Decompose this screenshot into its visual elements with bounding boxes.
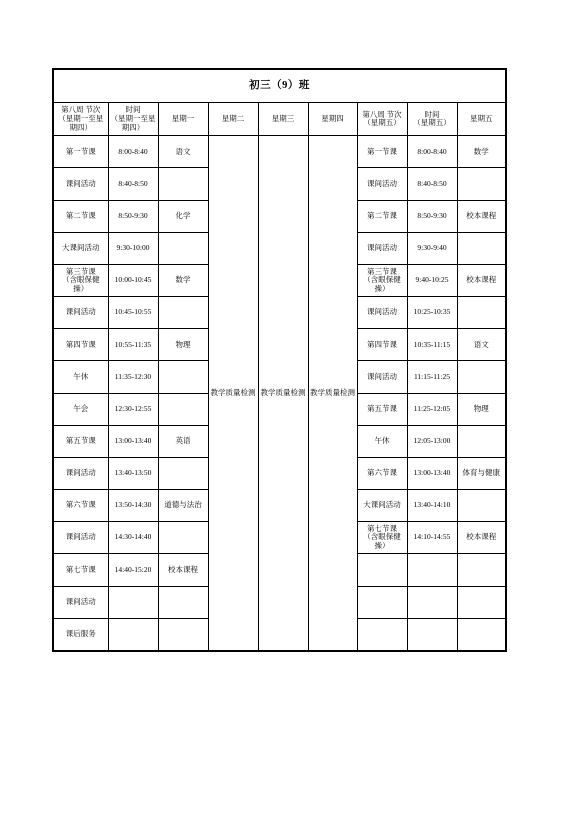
period-label: 课间活动 bbox=[65, 596, 96, 606]
friday-period-cell bbox=[357, 425, 407, 457]
friday-period-cell bbox=[357, 136, 407, 168]
friday-time-cell: 9:40-10:25 bbox=[407, 264, 457, 296]
period-label: 课后服务 bbox=[65, 629, 96, 639]
wednesday-header: 星期三 bbox=[258, 103, 308, 136]
period-note: （含眼保健操） bbox=[363, 275, 401, 293]
period-label: 第三节课 bbox=[65, 266, 96, 276]
friday-period-cell bbox=[357, 168, 407, 200]
period-label: 课间活动 bbox=[367, 307, 397, 317]
mon-thu-period-cell bbox=[53, 232, 108, 264]
period-label: 第四节课 bbox=[367, 339, 397, 349]
friday-header: 星期五 bbox=[457, 103, 506, 136]
period-label: 第五节课 bbox=[65, 436, 96, 445]
mon-thu-time-cell: 8:40-8:50 bbox=[108, 168, 158, 200]
mon-thu-time-cell: 13:40-13:50 bbox=[108, 457, 158, 489]
class-title: 初三（9）班 bbox=[53, 69, 506, 103]
period-label: 课间活动 bbox=[65, 532, 96, 542]
friday-subject-cell: 体育与健康 bbox=[457, 457, 506, 489]
friday-period-cell bbox=[357, 264, 407, 296]
friday-period-cell bbox=[357, 522, 407, 554]
monday-subject-cell bbox=[158, 457, 208, 489]
friday-time-cell: 8:50-9:30 bbox=[407, 200, 457, 232]
header-sub: （星期一至星期四） bbox=[58, 113, 104, 132]
header-label: 第八周 节次 bbox=[362, 109, 402, 119]
period-label: 第七节课 bbox=[367, 523, 397, 533]
period-label: 课间活动 bbox=[367, 178, 397, 188]
friday-period-cell bbox=[357, 393, 407, 425]
mon-thu-period-cell bbox=[53, 393, 108, 425]
period-label: 第三节课 bbox=[367, 266, 397, 276]
title-row bbox=[53, 69, 506, 103]
friday-time-cell: 9:30-9:40 bbox=[407, 232, 457, 264]
monday-subject-cell bbox=[158, 586, 208, 618]
mon-thu-time-cell: 12:30-12:55 bbox=[108, 393, 158, 425]
mon-thu-period-cell bbox=[53, 618, 108, 651]
period-label: 第一节课 bbox=[65, 146, 96, 156]
period-label: 午休 bbox=[73, 371, 89, 381]
header-sub: （星期一至星期四） bbox=[110, 113, 156, 132]
friday-period-header bbox=[357, 103, 407, 136]
mon-thu-period-cell bbox=[53, 586, 108, 618]
friday-period-cell bbox=[357, 586, 407, 618]
monday-subject-cell bbox=[158, 168, 208, 200]
period-label: 课间活动 bbox=[367, 243, 397, 253]
monday-subject-cell bbox=[158, 297, 208, 329]
friday-subject-cell bbox=[457, 425, 506, 457]
header-sub: （星期五） bbox=[413, 118, 451, 128]
period-label: 大课间活动 bbox=[363, 500, 401, 510]
friday-time-cell: 11:15-11:25 bbox=[407, 361, 457, 393]
period-label: 课间活动 bbox=[65, 178, 96, 188]
period-label: 第一节课 bbox=[367, 146, 397, 156]
period-label: 第二节课 bbox=[65, 210, 96, 220]
monday-subject-cell bbox=[158, 393, 208, 425]
header-label: 时间 bbox=[424, 109, 440, 119]
friday-time-cell: 10:25-10:35 bbox=[407, 297, 457, 329]
mon-thu-period-cell bbox=[53, 264, 108, 296]
friday-time-cell: 8:40-8:50 bbox=[407, 168, 457, 200]
period-label: 第四节课 bbox=[65, 339, 96, 349]
mon-thu-time-cell: 8:50-9:30 bbox=[108, 200, 158, 232]
monday-subject-cell: 物理 bbox=[158, 329, 208, 361]
mon-thu-period-cell bbox=[53, 522, 108, 554]
mon-thu-time-cell: 8:00-8:40 bbox=[108, 136, 158, 168]
mon-thu-period-cell bbox=[53, 425, 108, 457]
thursday-header: 星期四 bbox=[308, 103, 357, 136]
mon-thu-time-cell: 13:00-13:40 bbox=[108, 425, 158, 457]
friday-subject-cell: 校本课程 bbox=[457, 522, 506, 554]
monday-subject-cell: 语文 bbox=[158, 136, 208, 168]
friday-subject-cell bbox=[457, 232, 506, 264]
friday-subject-cell bbox=[457, 490, 506, 522]
mon-thu-period-cell bbox=[53, 490, 108, 522]
friday-time-cell bbox=[407, 618, 457, 651]
friday-subject-cell bbox=[457, 554, 506, 586]
friday-period-cell bbox=[357, 200, 407, 232]
tuesday-header: 星期二 bbox=[208, 103, 258, 136]
mon-thu-time-cell: 14:30-14:40 bbox=[108, 522, 158, 554]
period-label: 第六节课 bbox=[65, 500, 96, 510]
mon-thu-time-cell: 9:30-10:00 bbox=[108, 232, 158, 264]
mon-thu-period-cell bbox=[53, 168, 108, 200]
friday-period-cell bbox=[357, 457, 407, 489]
mon-thu-period-cell bbox=[53, 329, 108, 361]
mon-thu-time-header bbox=[108, 103, 158, 136]
friday-subject-cell bbox=[457, 297, 506, 329]
friday-period-cell bbox=[357, 554, 407, 586]
friday-period-cell bbox=[357, 329, 407, 361]
friday-time-header bbox=[407, 103, 457, 136]
class-timetable bbox=[52, 68, 507, 652]
mon-thu-period-cell bbox=[53, 297, 108, 329]
monday-subject-cell bbox=[158, 361, 208, 393]
monday-subject-cell: 数学 bbox=[158, 264, 208, 296]
friday-subject-cell bbox=[457, 586, 506, 618]
period-label: 午休 bbox=[374, 436, 390, 445]
mon-thu-time-cell bbox=[108, 618, 158, 651]
friday-subject-cell: 校本课程 bbox=[457, 264, 506, 296]
friday-period-cell bbox=[357, 232, 407, 264]
friday-time-cell bbox=[407, 586, 457, 618]
period-label: 课间活动 bbox=[65, 468, 96, 478]
period-label: 大课间活动 bbox=[62, 243, 100, 253]
friday-subject-cell: 数学 bbox=[457, 136, 506, 168]
friday-period-cell bbox=[357, 490, 407, 522]
monday-header: 星期一 bbox=[158, 103, 208, 136]
mon-thu-period-cell bbox=[53, 361, 108, 393]
mon-thu-period-cell bbox=[53, 457, 108, 489]
friday-period-cell bbox=[357, 618, 407, 651]
mon-thu-time-cell: 11:35-12:30 bbox=[108, 361, 158, 393]
period-label: 课间活动 bbox=[367, 371, 397, 381]
friday-period-cell bbox=[357, 361, 407, 393]
friday-time-cell: 11:25-12:05 bbox=[407, 393, 457, 425]
friday-time-cell: 8:00-8:40 bbox=[407, 136, 457, 168]
mon-thu-time-cell: 13:50-14:30 bbox=[108, 490, 158, 522]
header-row bbox=[53, 103, 506, 136]
monday-subject-cell: 道德与法治 bbox=[158, 490, 208, 522]
friday-time-cell: 13:00-13:40 bbox=[407, 457, 457, 489]
mon-thu-period-cell bbox=[53, 200, 108, 232]
monday-subject-cell bbox=[158, 618, 208, 651]
friday-subject-cell: 校本课程 bbox=[457, 200, 506, 232]
wednesday-all-day-cell: 教学质量检测 bbox=[258, 136, 308, 651]
header-label: 时间 bbox=[125, 105, 141, 115]
period-note: （含眼保健操） bbox=[62, 275, 100, 293]
monday-subject-cell: 化学 bbox=[158, 200, 208, 232]
monday-subject-cell: 英语 bbox=[158, 425, 208, 457]
period-label: 第二节课 bbox=[367, 210, 397, 220]
friday-subject-cell: 语文 bbox=[457, 329, 506, 361]
friday-subject-cell bbox=[457, 618, 506, 651]
friday-subject-cell bbox=[457, 168, 506, 200]
friday-time-cell bbox=[407, 554, 457, 586]
mon-thu-time-cell: 10:55-11:35 bbox=[108, 329, 158, 361]
friday-period-cell bbox=[357, 297, 407, 329]
period-label: 课间活动 bbox=[65, 307, 96, 317]
schedule-row bbox=[53, 136, 506, 168]
period-note: （含眼保健操） bbox=[363, 532, 401, 551]
friday-subject-cell: 物理 bbox=[457, 393, 506, 425]
friday-time-cell: 13:40-14:10 bbox=[407, 490, 457, 522]
tuesday-all-day-cell: 教学质量检测 bbox=[208, 136, 258, 651]
monday-subject-cell: 校本课程 bbox=[158, 554, 208, 586]
mon-thu-period-cell bbox=[53, 554, 108, 586]
friday-subject-cell bbox=[457, 361, 506, 393]
mon-thu-time-cell bbox=[108, 586, 158, 618]
mon-thu-time-cell: 10:45-10:55 bbox=[108, 297, 158, 329]
mon-thu-time-cell: 14:40-15:20 bbox=[108, 554, 158, 586]
mon-thu-period-cell bbox=[53, 136, 108, 168]
header-label: 第八周 节次 bbox=[61, 105, 101, 115]
mon-thu-period-header bbox=[53, 103, 108, 136]
monday-subject-cell bbox=[158, 232, 208, 264]
period-label: 午会 bbox=[73, 403, 89, 413]
period-label: 第六节课 bbox=[367, 468, 397, 478]
period-label: 第五节课 bbox=[367, 403, 397, 413]
friday-time-cell: 10:35-11:15 bbox=[407, 329, 457, 361]
period-label: 第七节课 bbox=[65, 564, 96, 574]
friday-time-cell: 14:10-14:55 bbox=[407, 522, 457, 554]
thursday-all-day-cell: 教学质量检测 bbox=[308, 136, 357, 651]
header-sub: （星期五） bbox=[363, 118, 401, 128]
friday-time-cell: 12:05-13:00 bbox=[407, 425, 457, 457]
monday-subject-cell bbox=[158, 522, 208, 554]
mon-thu-time-cell: 10:00-10:45 bbox=[108, 264, 158, 296]
